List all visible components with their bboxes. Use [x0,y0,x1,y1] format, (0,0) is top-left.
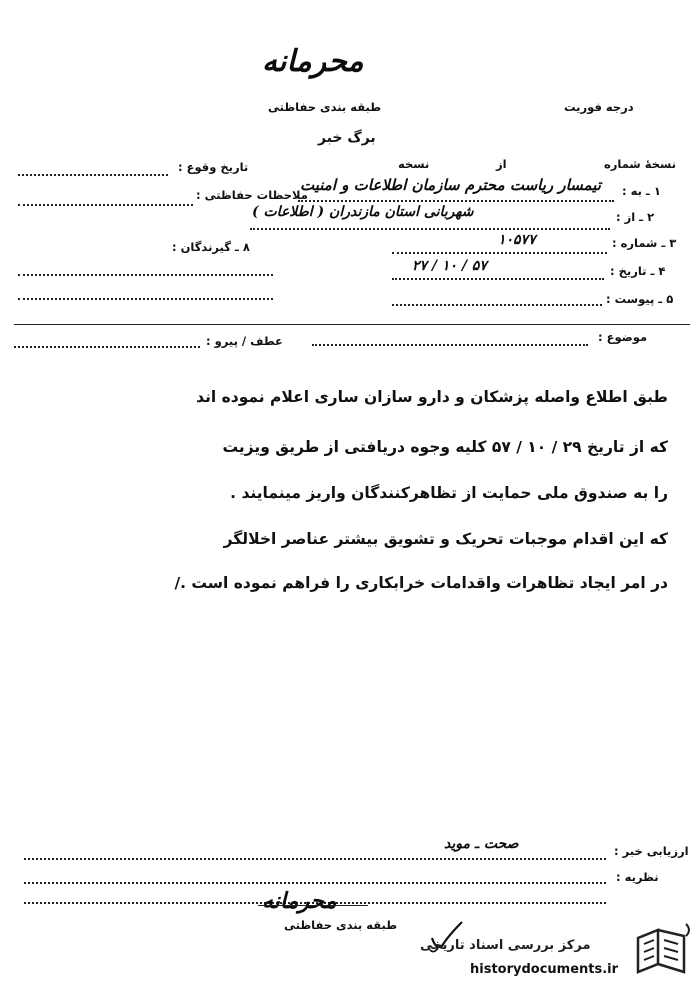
field-number-value: ۱۰۵۷۷ [498,232,536,248]
reference-label: عطف / پیرو : [206,334,283,348]
field-number-dots [392,252,607,254]
opinion-label: نظریه : [616,870,659,884]
field-date-dots [392,278,604,280]
field-from-label: ۲ ـ از : [616,210,655,224]
body-line-5: در امر ایجاد تظاهرات واقدامات خرابکاری را فراهم نموده است ./ [174,574,668,592]
copy-label: نسخه [398,157,430,171]
classification-strike [258,905,368,906]
field-number-label: ۳ ـ شماره : [612,236,677,250]
recipients-dots-1 [18,274,273,276]
security-remarks-label: ملاحظات حفاظتی : [196,188,308,202]
field-attachment-label: ۵ ـ پیوست : [606,292,674,306]
reference-dots [14,346,200,348]
body-line-1: طبق اطلاع واصله پزشکان و دارو سازان ساری اعلام نموده اند [196,388,668,406]
footer-classification-label: طبقه بندی حفاظتی [284,918,398,932]
field-from-dots [250,228,610,230]
field-date-value: ۲۷ / ۱۰ / ۵۷ [412,258,487,274]
copy-number-label: نسخهٔ شماره [604,157,677,171]
evaluation-value: صحت ـ موید [444,836,519,852]
classification-title: محرمانه [262,44,364,79]
field-attachment-dots [392,304,602,306]
event-date-dots [18,174,168,176]
field-from-value: شهربانی استان مازندران ( اطلاعات ) [252,204,474,220]
field-to-dots [298,200,614,202]
body-line-4: که این اقدام موجبات تحریک و تشویق بیشتر عناصر اخلالگر [223,530,668,548]
evaluation-dots [24,858,606,860]
opinion-dots-1 [24,882,606,884]
body-line-3: را به صندوق ملی حمایت از تظاهرکنندگان واریز مینمایند . [230,484,668,502]
recipients-label: ۸ ـ گیرندگان : [172,240,250,254]
header-separator [14,324,690,325]
subject-label: موضوع : [598,330,648,344]
recipients-dots-2 [18,298,273,300]
event-date-label: تاریخ وقوع : [178,160,249,174]
field-to-value: تیمسار ریاست محترم سازمان اطلاعات و امنیت [300,176,601,194]
security-remarks-dots [18,204,193,206]
of-label: از [496,157,507,171]
subject-dots [312,344,588,346]
archive-logo-icon [628,920,694,984]
watermark-name: مرکز بررسی اسناد تاریخی [420,938,591,953]
body-line-2: که از تاریخ ۲۹ / ۱۰ / ۵۷ کلیه وجوه دریافتی از طریق ویزیت [222,438,668,456]
watermark-url: historydocuments.ir [470,962,619,977]
footer-classification-title: محرمانه [262,888,337,914]
form-title: برگ خبر [318,130,376,146]
evaluation-label: ارزیابی خبر : [614,844,689,858]
classification-label: طبقه بندی حفاظتی [268,100,382,114]
field-date-label: ۴ ـ تاریخ : [610,264,666,278]
urgency-label: درجه فوریت [564,100,634,114]
field-to-label: ۱ ـ به : [622,184,661,198]
